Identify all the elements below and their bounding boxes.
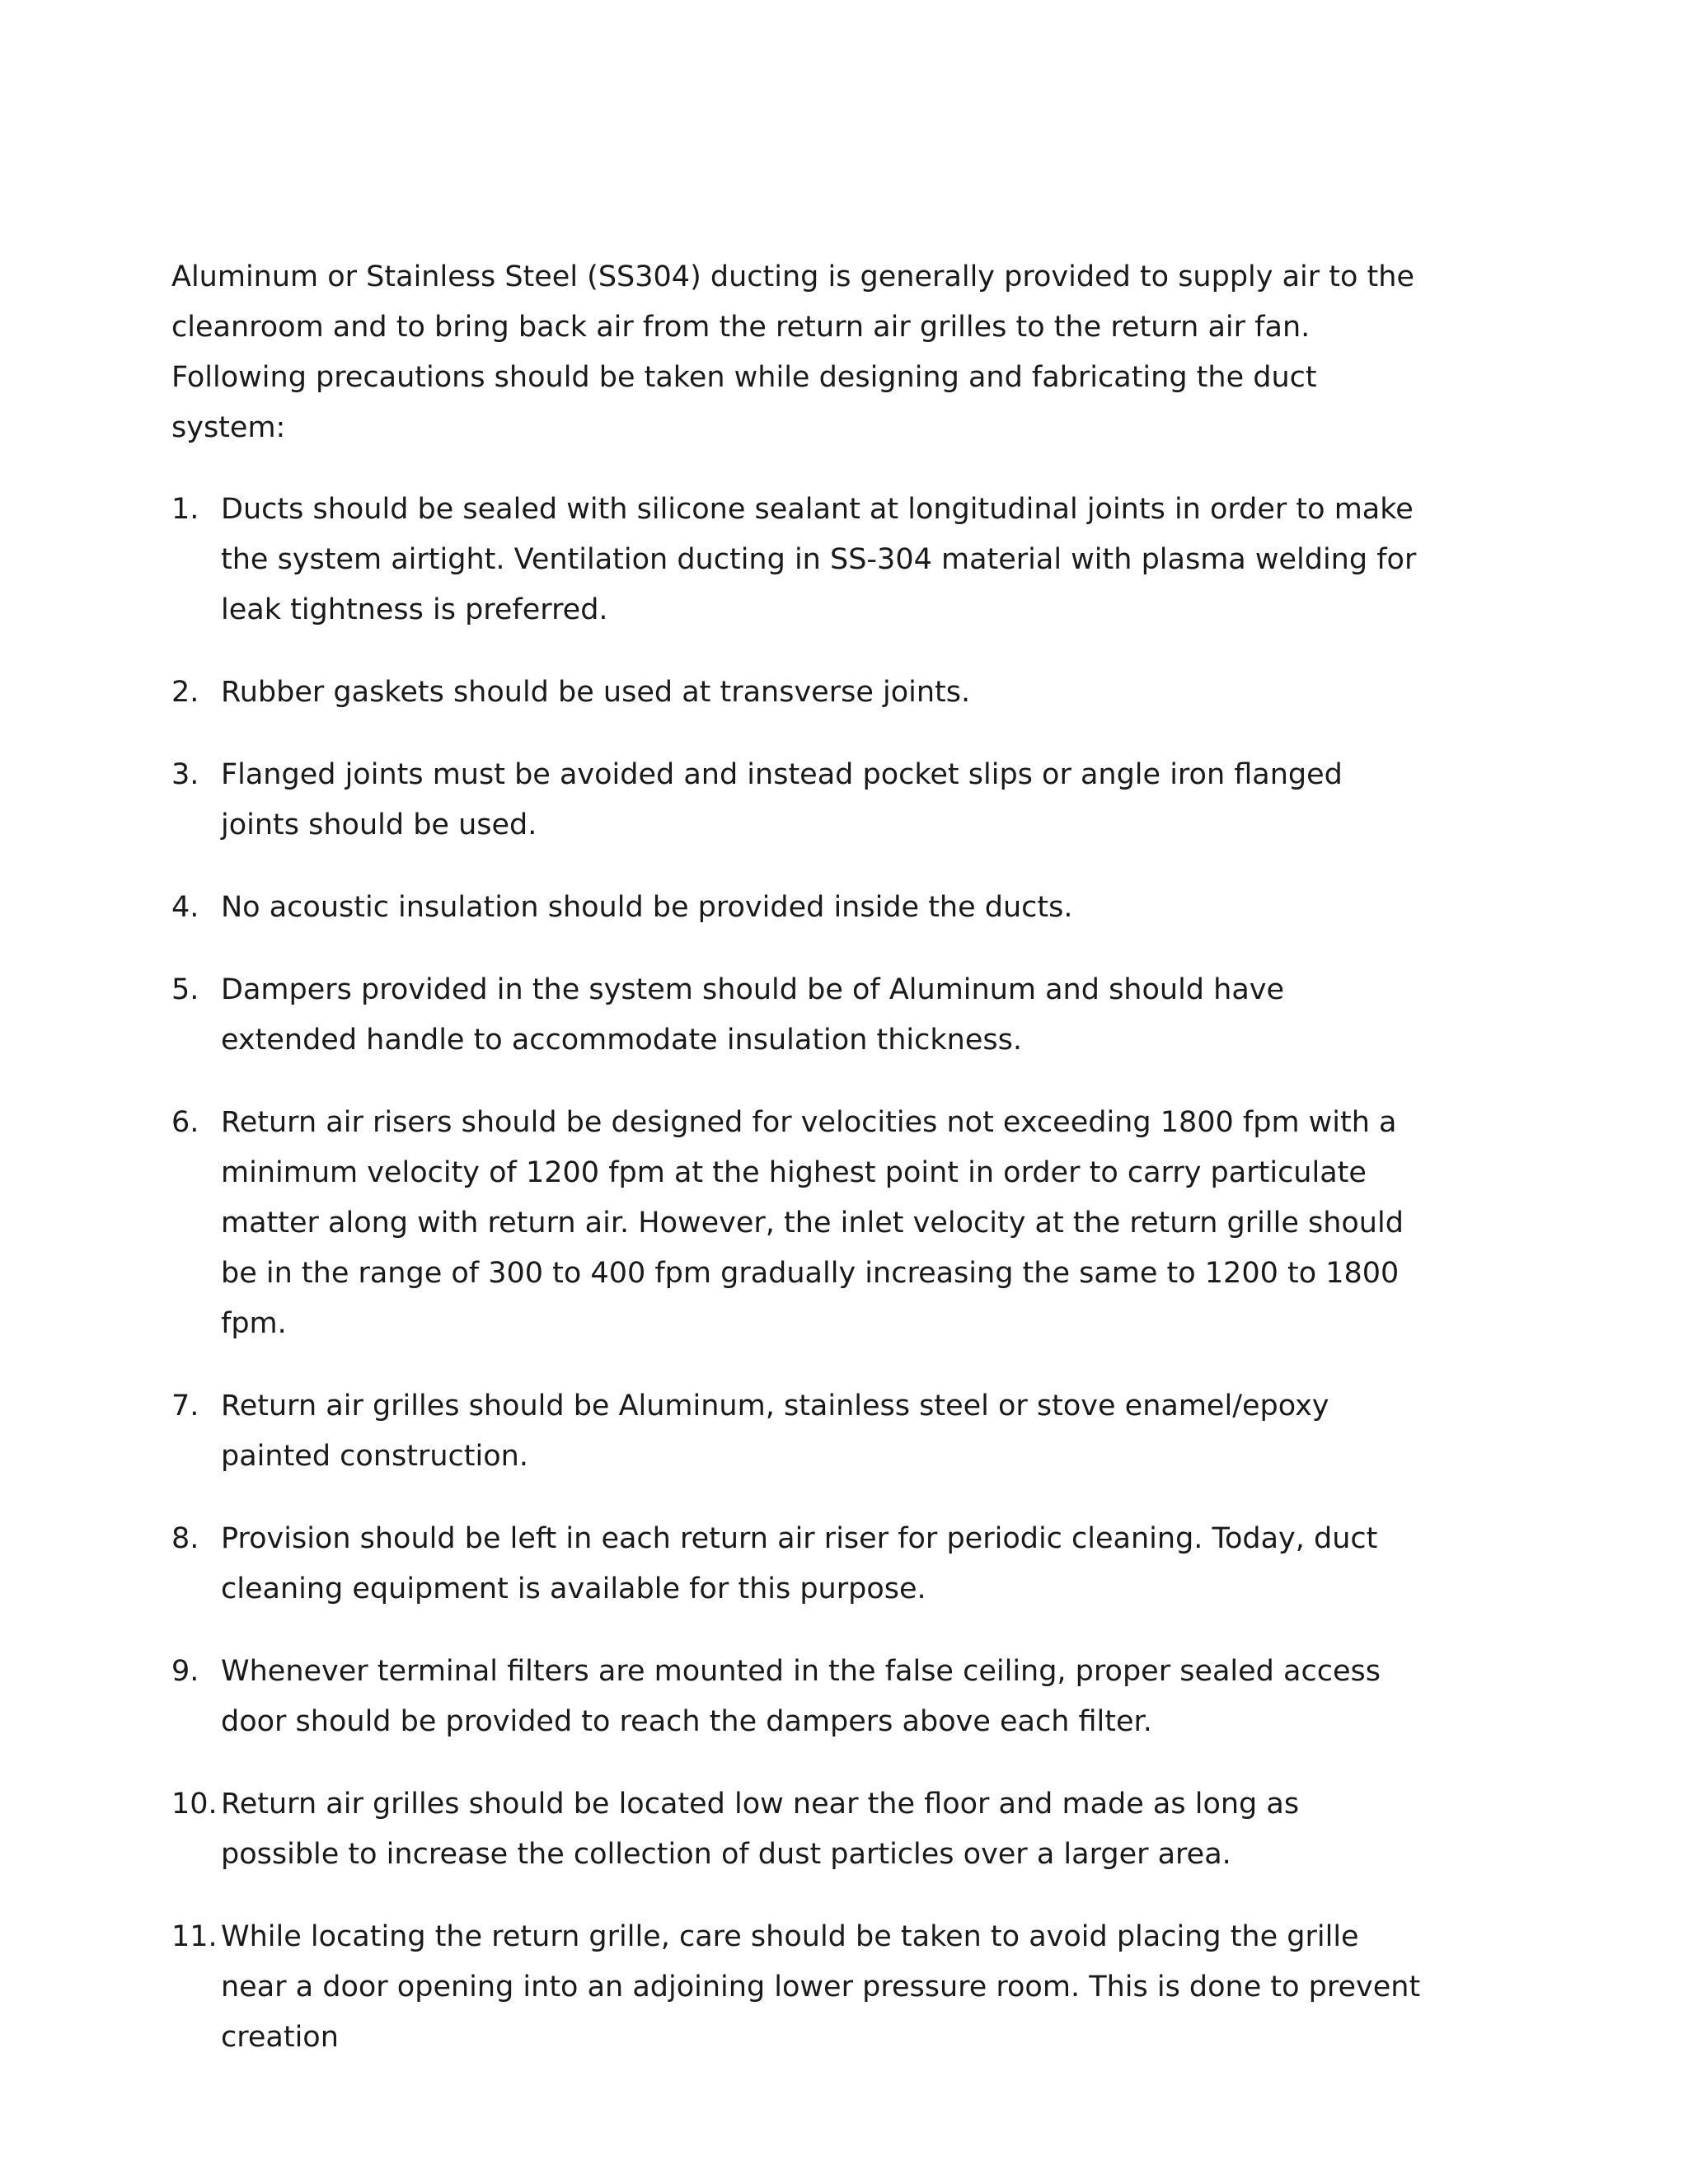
list-item-text: Return air risers should be designed for velocities not exceeding 1800 fpm with a minimum velocity of 1200 fpm at the highest point in order to carry particulate matter along with return air. However, the inlet velocity at the return grille should be in the range of 300 to 400 fpm gradually increasing the same to 1200 to 1800 fpm. [221,1106,1404,1340]
list-item [171,485,1424,635]
list-item-number: 2. [171,676,199,709]
list-item-number: 8. [171,1522,199,1555]
list-item-number: 11. [171,1920,218,1953]
list-item-text: Rubber gaskets should be used at transverse joints. [221,676,971,709]
list-item [171,1098,1424,1349]
document-body [171,252,1424,2095]
list-item-text: Flanged joints must be avoided and instead pocket slips or angle iron flanged joints should be used. [221,758,1343,841]
list-item [171,1912,1424,2063]
list-item [171,668,1424,718]
list-item-text: Dampers provided in the system should be of Aluminum and should have extended handle to accommodate insulation thickness. [221,973,1285,1057]
list-item-number: 10. [171,1788,218,1821]
precautions-list [171,485,1424,2063]
list-item-text: No acoustic insulation should be provided inside the ducts. [221,891,1073,924]
list-item-text: While locating the return grille, care should be taken to avoid placing the grille near a door opening into an adjoining lower pressure room. This is done to prevent creation [221,1920,1421,2054]
list-item-number: 6. [171,1106,199,1139]
intro-paragraph: Aluminum or Stainless Steel (SS304) ducting is generally provided to supply air to the cleanroom and to bring back air from the return air grilles to the return air fan. Following precautions should be taken while designing and fabricating the duct system: [171,260,1414,444]
list-item [171,750,1424,851]
list-item [171,1381,1424,1482]
list-item [171,1514,1424,1615]
list-item-text: Return air grilles should be Aluminum, stainless steel or stove enamel/epoxy painted construction. [221,1390,1329,1473]
list-item-number: 5. [171,973,199,1006]
list-item-text: Provision should be left in each return air riser for periodic cleaning. Today, duct cleaning equipment is available for this purpose. [221,1522,1378,1605]
list-item-text: Ducts should be sealed with silicone sealant at longitudinal joints in order to make the system airtight. Ventilation ducting in SS-304 material with plasma welding for leak tightness is preferred. [221,493,1417,626]
list-item [171,965,1424,1066]
list-item-number: 3. [171,758,199,791]
list-item [171,1779,1424,1880]
list-item-text: Whenever terminal filters are mounted in the false ceiling, proper sealed access door should be provided to reach the dampers above each filter. [221,1655,1381,1738]
list-item [171,1647,1424,1747]
list-item-number: 4. [171,891,199,924]
list-item-number: 1. [171,493,199,526]
list-item-number: 7. [171,1390,199,1422]
list-item-text: Return air grilles should be located low near the floor and made as long as possible to increase the collection of dust particles over a larger area. [221,1788,1300,1871]
list-item [171,883,1424,933]
list-item-number: 9. [171,1655,199,1688]
